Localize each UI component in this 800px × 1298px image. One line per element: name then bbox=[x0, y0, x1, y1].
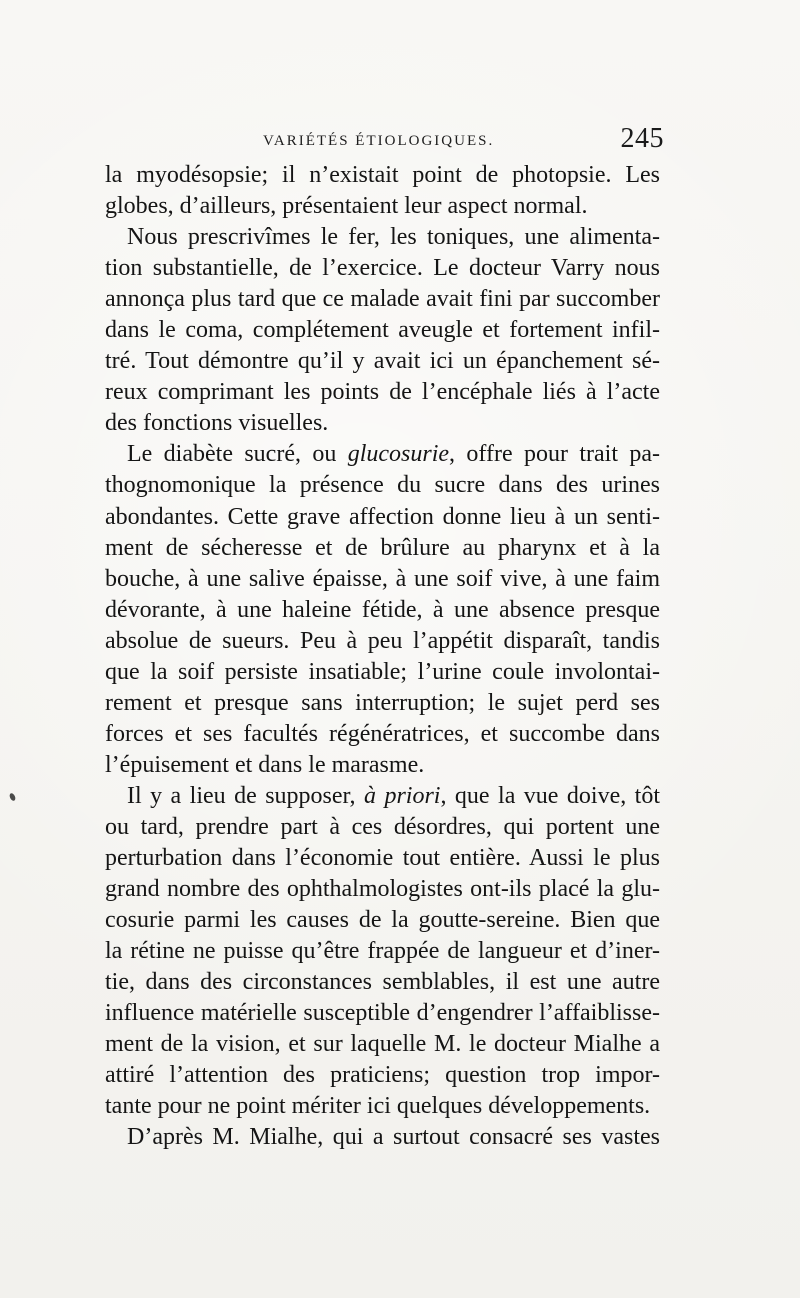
text-line: abondantes. Cette grave affection donne lieu à un senti- bbox=[105, 503, 660, 530]
text-line: perturbation dans l’économie tout entière. Aussi le plus bbox=[105, 845, 660, 872]
text-segment: Il y a lieu de supposer, bbox=[127, 782, 365, 809]
text-line: ou tard, prendre part à ces désordres, qui portent une bbox=[105, 813, 660, 840]
text-line: dévorante, à une haleine fétide, à une absence presque bbox=[105, 596, 660, 623]
body-text bbox=[105, 160, 660, 1154]
text-line: tie, dans des circonstances semblables, il est une autre bbox=[105, 969, 660, 996]
text-line: globes, d’ailleurs, présentaient leur aspect normal. bbox=[105, 193, 588, 220]
page-number: 245 bbox=[620, 123, 664, 154]
text-line: forces et ses facultés régénératrices, et succombe dans bbox=[105, 720, 660, 747]
text-line: la rétine ne puisse qu’être frappée de langueur et d’iner- bbox=[105, 938, 660, 965]
text-line: l’épuisement et dans le marasme. bbox=[105, 751, 425, 778]
text-line: que la soif persiste insatiable; l’urine coule involontai- bbox=[105, 658, 660, 685]
text-line: ment de sécheresse et de brûlure au pharynx et à la bbox=[105, 534, 660, 561]
text-line: tré. Tout démontre qu’il y avait ici un épanchement sé- bbox=[105, 348, 660, 375]
text-line: tante pour ne point mériter ici quelques développements. bbox=[105, 1093, 651, 1120]
paragraph-start-line bbox=[105, 781, 660, 812]
text-line: rement et presque sans interruption; le sujet perd ses bbox=[105, 689, 660, 716]
text-line: des fonctions visuelles. bbox=[105, 410, 329, 437]
text-line: grand nombre des ophthalmologistes ont-ils placé la glu- bbox=[105, 876, 660, 903]
text-line: dans le coma, complétement aveugle et fortement infil- bbox=[105, 317, 660, 344]
text-segment: , que la vue doive, tôt bbox=[440, 782, 661, 809]
text-line: bouche, à une salive épaisse, à une soif vive, à une faim bbox=[105, 565, 660, 592]
italic-term: à priori bbox=[364, 782, 441, 809]
text-line: annonça plus tard que ce malade avait fini par succomber bbox=[105, 286, 660, 313]
text-line: thognomonique la présence du sucre dans des urines bbox=[105, 472, 660, 499]
paragraph-start-line: Nous prescrivîmes le fer, les toniques, une alimenta- bbox=[127, 224, 660, 251]
text-line: ment de la vision, et sur laquelle M. le docteur Mialhe a bbox=[105, 1031, 660, 1058]
text-segment: Le diabète sucré, ou bbox=[127, 441, 348, 468]
text-segment: , offre pour trait pa- bbox=[449, 441, 660, 468]
paragraph-start-line: D’après M. Mialhe, qui a surtout consacré ses vastes bbox=[127, 1124, 660, 1151]
ink-mark bbox=[9, 792, 17, 801]
paragraph-start-line bbox=[105, 439, 660, 470]
running-head: VARIÉTÉS ÉTIOLOGIQUES. bbox=[263, 133, 495, 149]
text-line: la myodésopsie; il n’existait point de photopsie. Les bbox=[105, 162, 660, 188]
page-header bbox=[105, 123, 664, 161]
text-line: tion substantielle, de l’exercice. Le docteur Varry nous bbox=[105, 255, 660, 282]
text-line: absolue de sueurs. Peu à peu l’appétit disparaît, tandis bbox=[105, 627, 660, 654]
text-line: attiré l’attention des praticiens; question trop impor- bbox=[105, 1062, 660, 1089]
italic-term: glucosurie bbox=[347, 441, 450, 468]
text-line: cosurie parmi les causes de la goutte-sereine. Bien que bbox=[105, 907, 660, 934]
text-line: reux comprimant les points de l’encéphale liés à l’acte bbox=[105, 379, 660, 406]
text-line: influence matérielle susceptible d’engendrer l’affaiblisse- bbox=[105, 1000, 660, 1027]
